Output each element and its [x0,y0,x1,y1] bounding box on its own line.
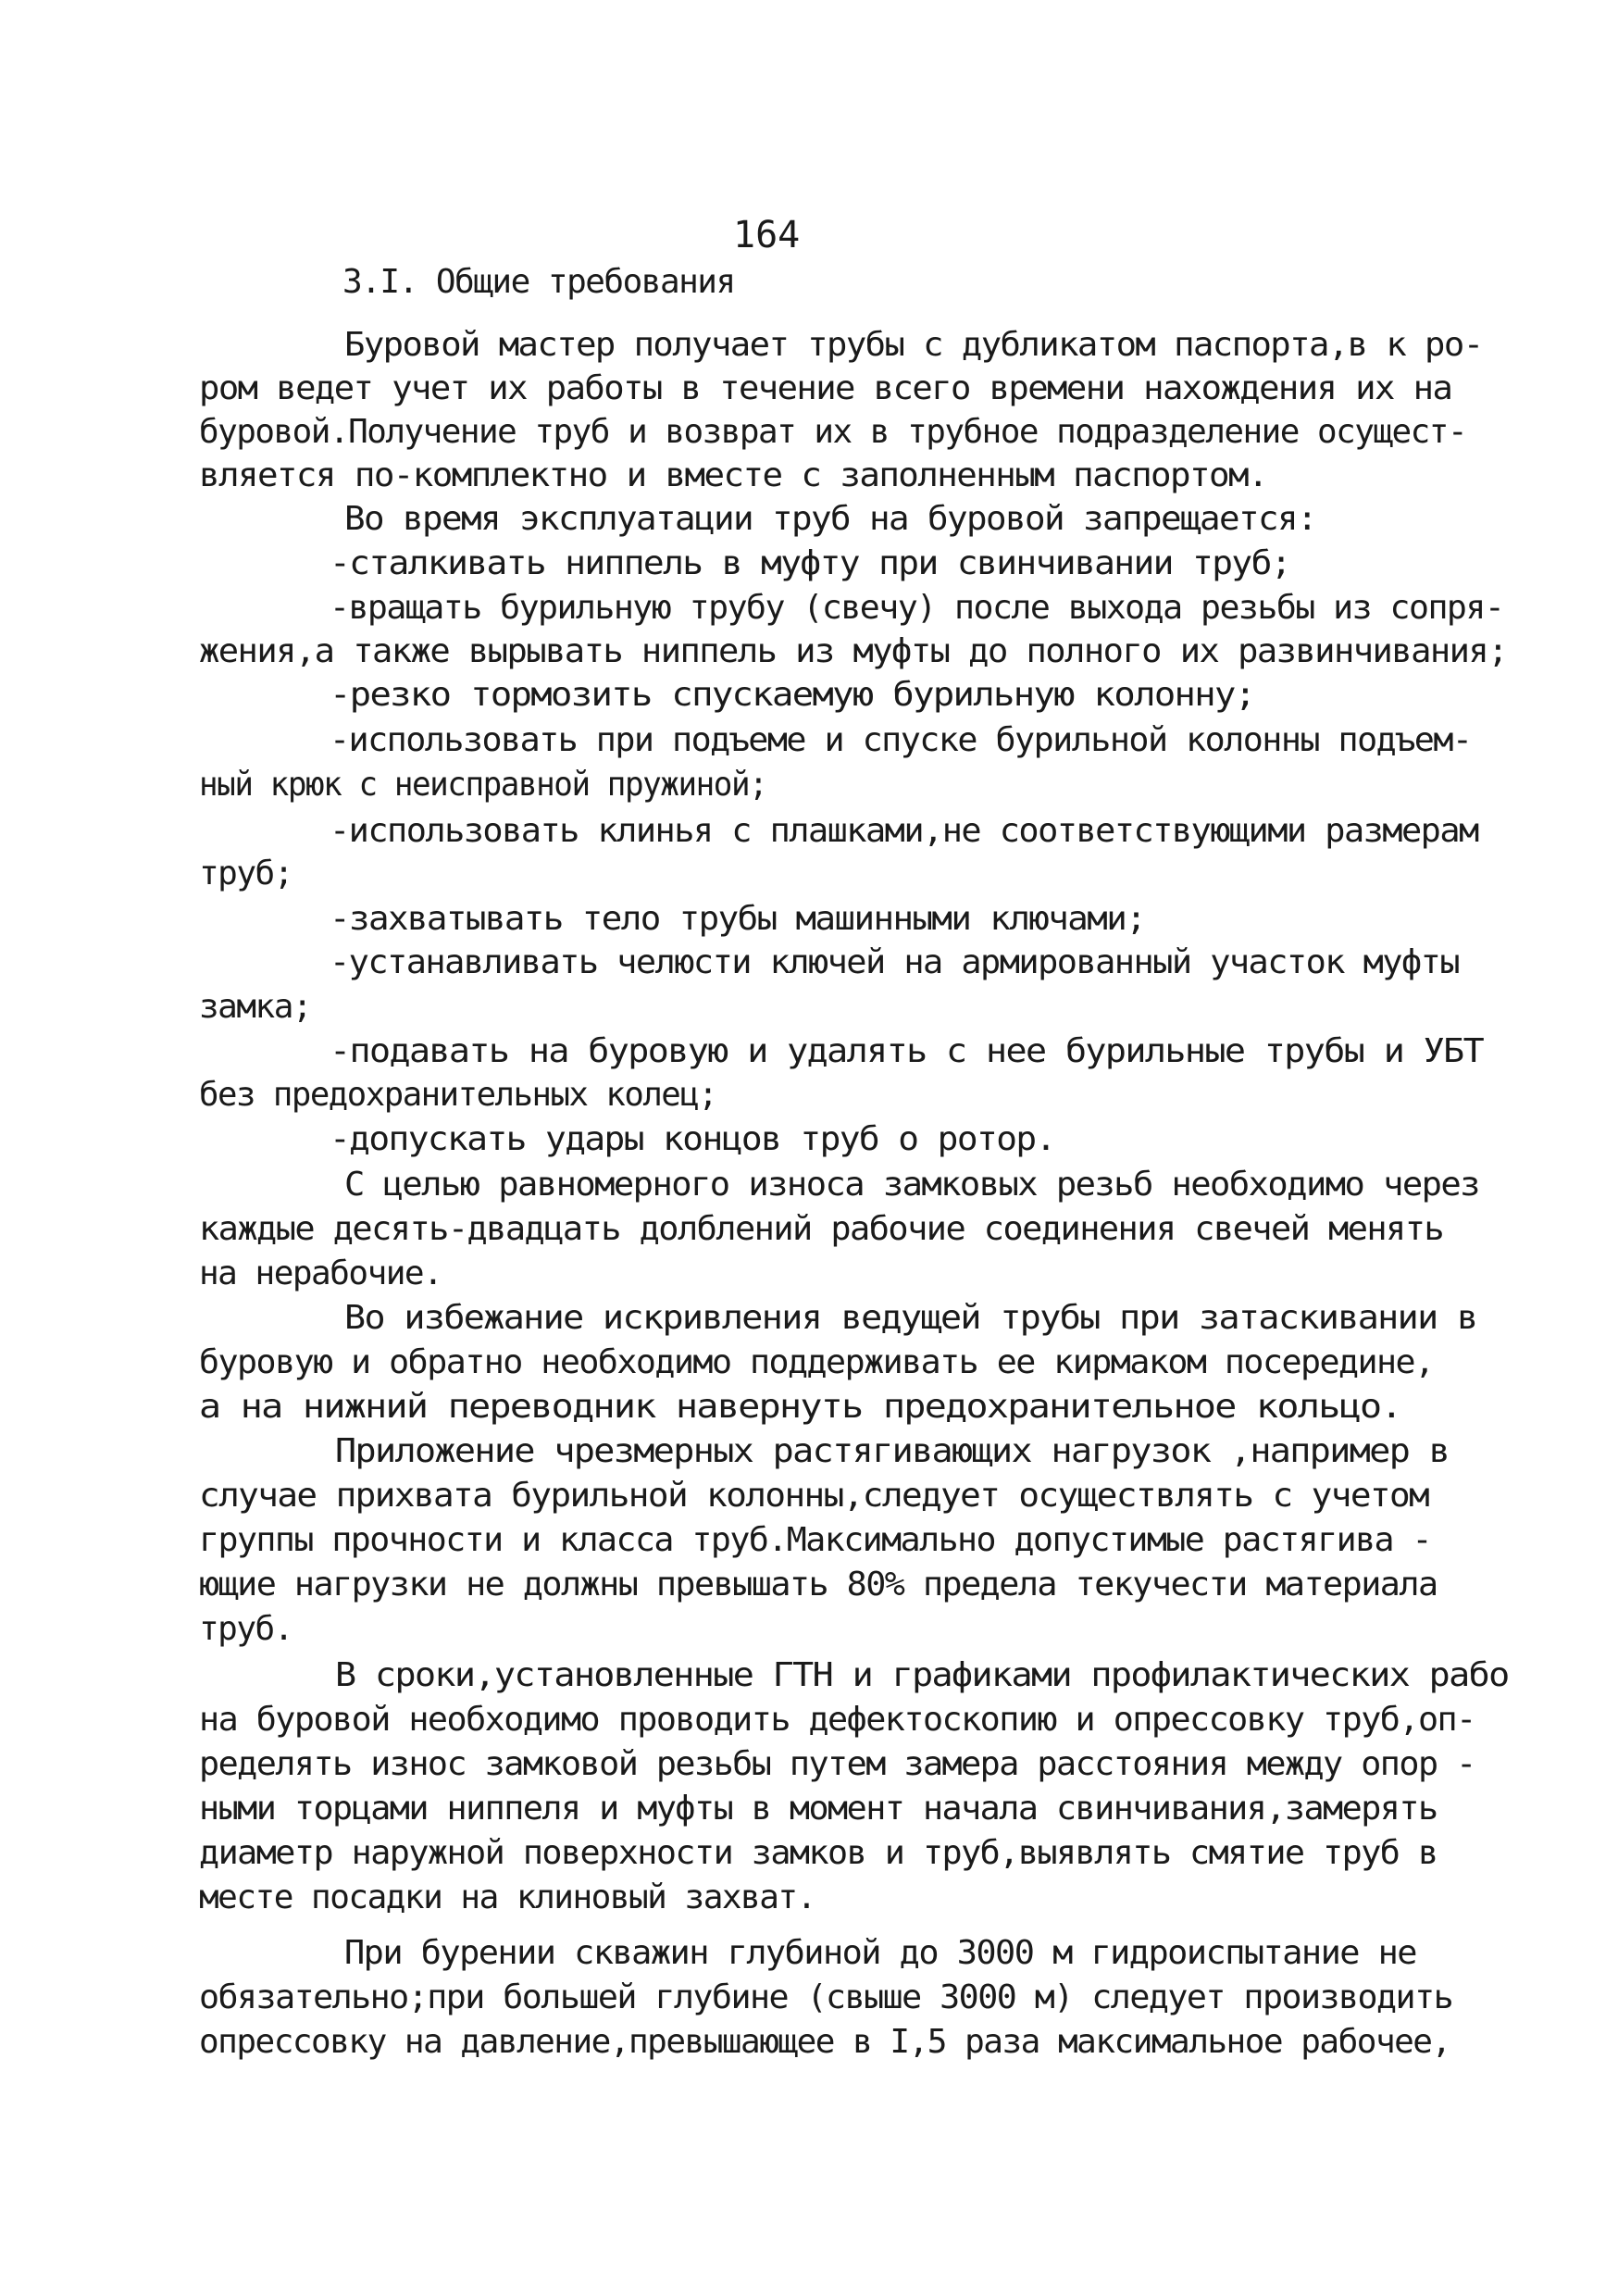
text-line: ром ведет учет их работы в течение всего времени нахождения их на [199,369,1452,407]
text-line: буровой.Получение труб и возврат их в трубное подразделение осущест- [199,413,1467,451]
text-line: Во избежание искривления ведущей трубы при затаскивании в [344,1299,1477,1337]
text-line: опрессовку на давление,превышающее в I,5 раза максимальное рабочее, [199,2023,1450,2061]
page-number: 164 [733,214,801,256]
text-line: а на нижний переводник навернуть предохранительное кольцо. [199,1388,1401,1426]
text-line: Приложение чрезмерных растягивающих нагрузок ,например в [335,1432,1450,1470]
section-heading: 3.I. Общие требования [342,263,735,301]
text-line: -захватывать тело трубы машинными ключами; [330,900,1146,938]
text-line: буровую и обратно необходимо поддерживать ее кирмаком посередине, [199,1343,1434,1381]
text-line: обязательно;при большей глубине (свыше 3000 м) следует производить [199,1978,1453,2016]
text-line: -использовать клинья с плашками,не соответствующими размерам [330,812,1478,850]
text-line: на буровой необходимо проводить дефектоскопию и опрессовку труб,оп- [199,1701,1475,1739]
text-line: ющие нагрузки не должны превышать 80% предела текучести материала [199,1566,1438,1603]
text-line: диаметр наружной поверхности замков и труб,выявлять смятие труб в [199,1834,1438,1872]
text-line: труб; [199,855,292,892]
text-line: группы прочности и класса труб.Максимально допустимые растягива - [199,1521,1431,1559]
text-line: -допускать удары концов труб о ротор. [330,1120,1055,1158]
text-line: без предохранительных колец; [199,1076,717,1114]
text-line: -подавать на буровую и удалять с нее бурильные трубы и УБТ [330,1032,1484,1070]
text-line: вляется по-комплектно и вместе с заполненным паспортом. [199,456,1267,494]
text-line: ный крюк с неисправной пружиной; [199,766,767,804]
text-line: ными торцами ниппеля и муфты в момент начала свинчивания,замерять [199,1790,1438,1828]
text-line: случае прихвата бурильной колонны,следует осуществлять с учетом [199,1477,1429,1515]
text-line: -использовать при подъеме и спуске бурильной колонны подъем- [330,721,1472,759]
text-line: на нерабочие. [199,1254,442,1292]
text-line: жения,а также вырывать ниппель из муфты до полного их развинчивания; [199,632,1507,670]
text-line: Буровой мастер получает трубы с дубликатом паспорта,в к ро- [344,326,1483,364]
text-line: месте посадки на клиновый захват. [199,1878,815,1916]
text-line: При бурении скважин глубиной до 3000 м гидроиспытание не [344,1934,1416,1972]
text-line: -вращать бурильную трубу (свечу) после выхода резьбы из сопря- [330,589,1504,627]
text-line: труб. [199,1610,292,1648]
text-line: -резко тормозить спускаемую бурильную колонну; [330,676,1255,714]
text-line: Во время эксплуатации труб на буровой запрещается: [344,500,1317,538]
text-line: каждые десять-двадцать долблений рабочие соединения свечей менять [199,1210,1444,1248]
text-line: В сроки,установленные ГТН и графиками профилактических рабо [335,1656,1509,1694]
text-line: -устанавливать челюсти ключей на армированный участок муфты [330,943,1460,981]
text-line: -сталкивать ниппель в муфту при свинчивании труб; [330,544,1290,582]
text-line: С целью равномерного износа замковых резьб необходимо через [344,1166,1479,1204]
text-line: ределять износ замковой резьбы путем замера расстояния между опор - [199,1745,1475,1783]
text-line: замка; [199,988,312,1026]
